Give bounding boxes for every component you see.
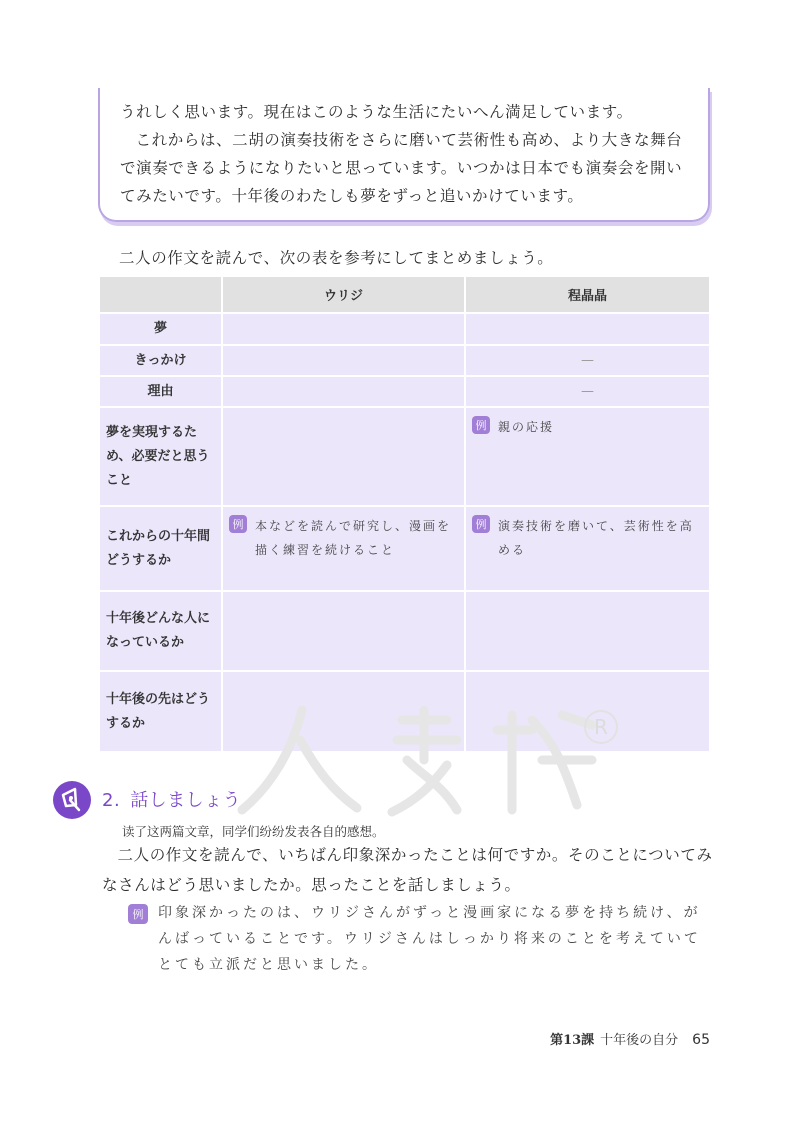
example-badge-icon: 例 <box>472 515 490 533</box>
summary-table <box>100 277 709 751</box>
example-text: 親の応援 <box>498 420 555 434</box>
table-row <box>100 313 709 345</box>
section-title-text: 話しましょう <box>130 790 242 811</box>
row-header-need: 夢を実現するため、必要だと思うこと <box>100 407 222 506</box>
header-corner <box>100 277 222 313</box>
essay-box <box>98 88 710 222</box>
footer-title: 十年後の自分 <box>600 1033 679 1048</box>
header-urij: ウリジ <box>222 277 465 313</box>
cell-beyond-urij[interactable] <box>222 671 465 751</box>
row-header-reason: 理由 <box>100 376 222 407</box>
page-footer <box>550 1029 710 1048</box>
discussion-example-text: 印象深かったのは、ウリジさんがずっと漫画家になる夢を持ち続け、がんばっていることです。ウリジさんはしっかり将来のことを考えていてとても立派だと思いました。 <box>158 905 701 973</box>
example-need-chen <box>466 408 709 439</box>
row-header-after-ten: 十年後どんな人になっているか <box>100 591 222 671</box>
cell-reason-chen: — <box>465 376 709 407</box>
example-badge-icon: 例 <box>472 416 490 434</box>
cell-after-ten-chen[interactable] <box>465 591 709 671</box>
cell-after-ten-urij[interactable] <box>222 591 465 671</box>
cell-ten-years-chen <box>465 506 709 591</box>
example-badge-icon: 例 <box>229 515 247 533</box>
section-title <box>102 786 241 812</box>
row-header-dream: 夢 <box>100 313 222 345</box>
example-text: 演奏技術を磨いて、芸術性を高める <box>498 519 694 557</box>
row-header-trigger: きっかけ <box>100 345 222 376</box>
cell-dream-chen[interactable] <box>465 313 709 345</box>
cell-trigger-chen: — <box>465 345 709 376</box>
row-header-ten-years: これからの十年間どうするか <box>100 506 222 591</box>
section-number: 2. <box>102 790 121 811</box>
discussion-text: 二人の作文を読んで、いちばん印象深かったことは何ですか。そのことについてみなさんはどう思いましたか。思ったことを話しましょう。 <box>102 846 713 894</box>
cell-trigger-urij[interactable] <box>222 345 465 376</box>
table-row <box>100 376 709 407</box>
example-text: 本などを読んで研究し、漫画を描く練習を続けること <box>255 519 452 557</box>
discussion-paragraph <box>102 840 722 900</box>
table-row <box>100 591 709 671</box>
chinese-note: 读了这两篇文章，同学们纷纷发表各自的感想。 <box>122 824 385 839</box>
table-header-row <box>100 277 709 313</box>
cell-reason-urij[interactable] <box>222 376 465 407</box>
example-ten-years-urij <box>223 507 464 562</box>
cell-ten-years-urij <box>222 506 465 591</box>
header-chen: 程晶晶 <box>465 277 709 313</box>
cell-dream-urij[interactable] <box>222 313 465 345</box>
table-instruction: 二人の作文を読んで、次の表を参考にしてまとめましょう。 <box>119 249 554 267</box>
registered-mark-icon: R <box>584 710 618 744</box>
essay-line-1: うれしく思います。現在はこのような生活にたいへん満足しています。 <box>120 103 633 121</box>
row-header-beyond: 十年後の先はどうするか <box>100 671 222 751</box>
footer-lesson: 第13課 <box>550 1033 595 1048</box>
essay-line-2: これからは、二胡の演奏技術をさらに磨いて芸術性も高め、より大きな舞台で演奏できるようになりたいと思っています。いつかは日本でも演奏会を開いてみたいです。十年後のわたしも夢をずっと追いかけています。 <box>120 131 683 205</box>
discussion-example <box>128 900 708 978</box>
cell-beyond-chen[interactable] <box>465 671 709 751</box>
cell-need-chen <box>465 407 709 506</box>
example-badge-icon: 例 <box>128 904 148 924</box>
table-row <box>100 407 709 506</box>
table-row <box>100 671 709 751</box>
table-row <box>100 506 709 591</box>
cell-need-urij[interactable] <box>222 407 465 506</box>
table-row <box>100 345 709 376</box>
page-number: 65 <box>692 1032 710 1048</box>
speech-section-icon <box>52 780 92 820</box>
example-ten-years-chen <box>466 507 709 562</box>
